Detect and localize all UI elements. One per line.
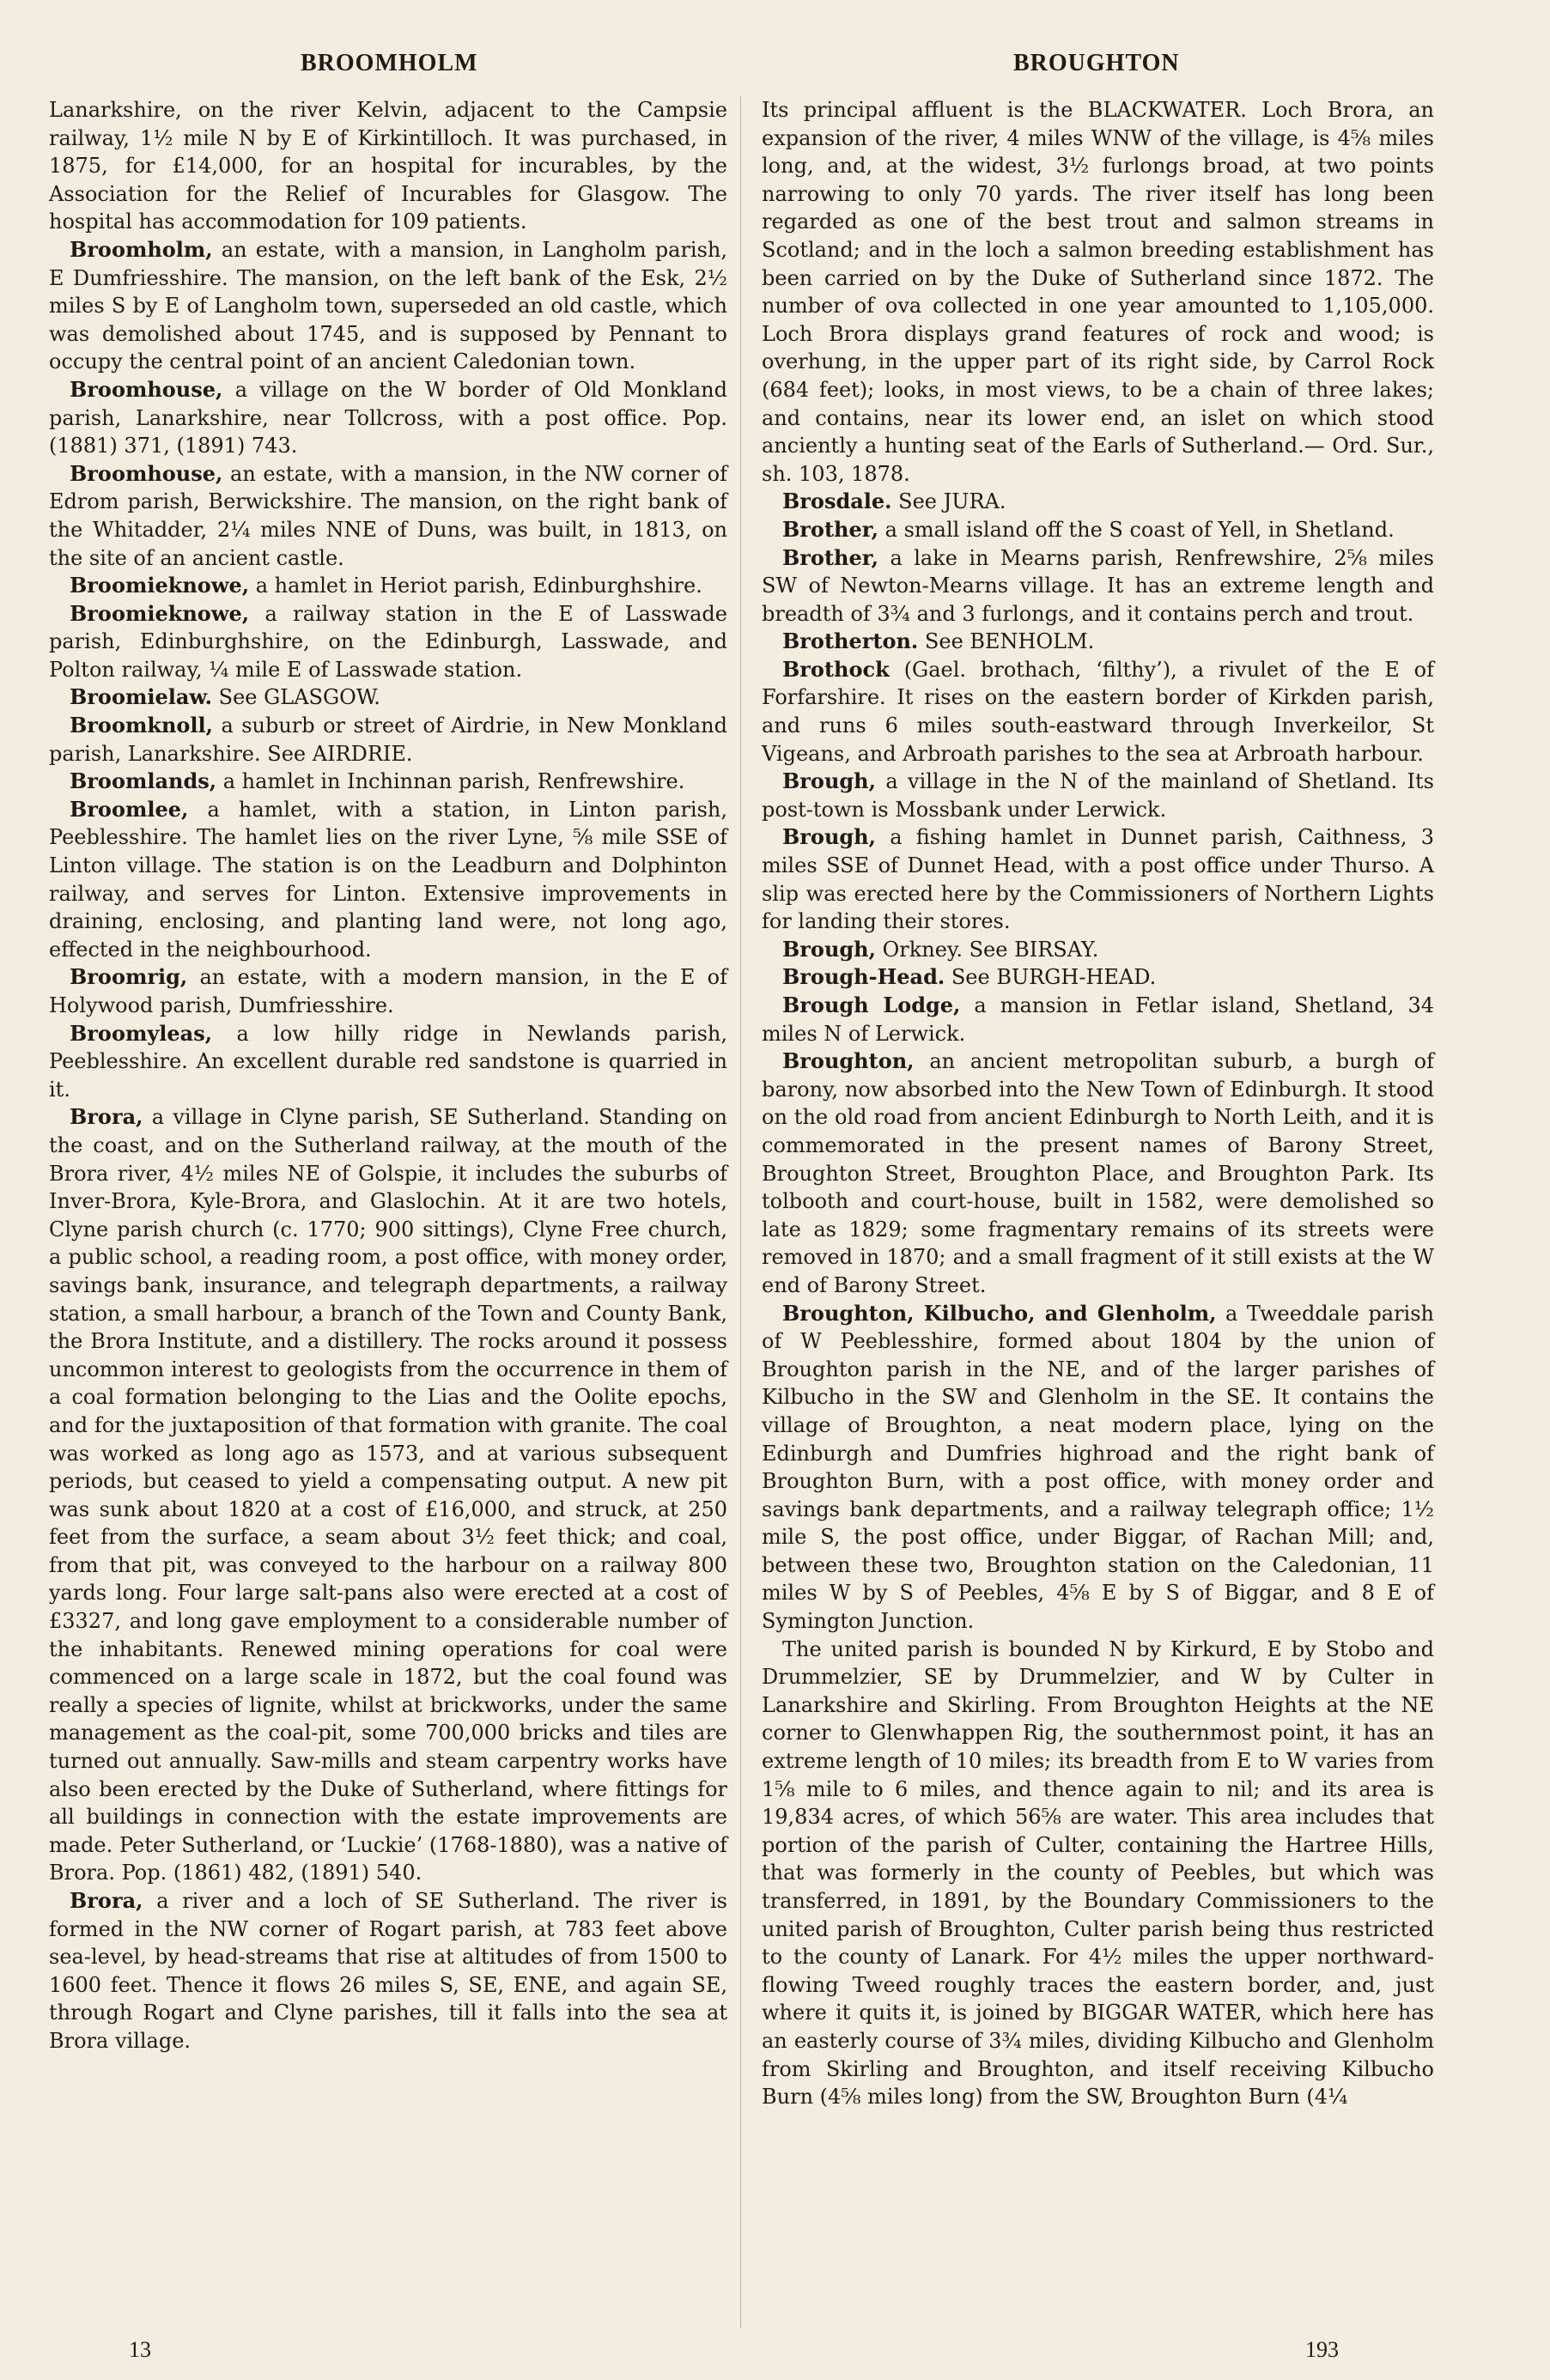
gazetteer-entry (762, 544, 1434, 628)
entry-text: a hamlet in Heriot parish, Edinburghshire. (249, 574, 702, 598)
entry-text: a hamlet, with a station, in Linton parish, Peeblesshire. The hamlet lies on the river Lyne, ⅝ mile SSE of Linton village. The station is on the Leadburn and Dolphinton railway, and serves for Linton. Extensive improvements in draining, enclosing, and planting land were, not long ago, effected in the neighbourhood. (49, 797, 727, 962)
entry-headword: Broomknoll, (70, 713, 214, 738)
entry-text: See JURA. (891, 489, 1006, 514)
entry-text: an ancient metropolitan suburb, a burgh of barony, now absorbed into the New Town of Edinburgh. It stood on the old road from ancient Edinburgh to North Leith, and it is commemorated in the present names of Barony Street, Broughton Street, Broughton Place, and Broughton Park. Its tolbooth and court-house, built in 1582, were demolished so late as 1829; some fragmentary remains of its streets were removed in 1870; and a small fragment of it still exists at the W end of Barony Street. (762, 1049, 1434, 1297)
entry-headword: Brotherton. (782, 628, 919, 654)
entry-text: See BENHOLM. (918, 629, 1095, 654)
entry-headword: Brough, (782, 936, 876, 962)
entry-headword: Broomlee, (70, 796, 189, 822)
gazetteer-entry (762, 488, 1434, 516)
gazetteer-entry (49, 712, 727, 768)
entry-text: an estate, with a mansion, in Langholm parish, E Dumfriesshire. The mansion, on the left bank of the Esk, 2½ miles S by E of Langholm town, superseded an old castle, which was demolished about 1745, and is supposed by Pennant to occupy the central point of an ancient Caledonian town. (49, 237, 727, 374)
gazetteer-entry (49, 1103, 727, 1887)
gazetteer-entry (762, 1047, 1434, 1299)
entry-headword: Broomrig, (70, 964, 188, 990)
entry-headword: Brora, (70, 1888, 143, 1913)
entry-text: The united parish is bounded N by Kirkurd, E by Stobo and Drummelzier, SE by Drummelzier, and W by Culter in Lanarkshire and Skirling. From Broughton Heights at the NE corner to Glenwhappen Rig, the southernmost point, it has an extreme length of 10 miles; its breadth from E to W varies from 1⅝ mile to 6 miles, and thence again to nil; and its area is 19,834 acres, of which 56⅝ are water. This area includes that portion of the parish of Culter, containing the Hartree Hills, that was formerly in the county of Peebles, but which was transferred, in 1891, by the Boundary Commissioners to the united parish of Broughton, Culter parish being thus restricted to the county of Lanark. For 4½ miles the upper northward-flowing Tweed roughly traces the eastern border, and, just where it quits it, is joined by BIGGAR WATER, which here has an easterly course of 3¾ miles, dividing Kilbucho and Glenholm from Skirling and Broughton, and itself receiving Kilbucho Burn (4⅝ miles long) from the SW, Broughton Burn (4¼ (762, 1636, 1434, 2110)
entry-headword: Brough, (782, 824, 876, 850)
entry-text: a suburb or street of Airdrie, in New Monkland parish, Lanarkshire. See AIRDRIE. (49, 713, 727, 766)
entry-headword: Broomhouse, (70, 460, 223, 486)
gazetteer-entry (49, 963, 727, 1019)
gazetteer-entry (49, 96, 727, 236)
gazetteer-entry (762, 823, 1434, 935)
entry-text: a railway station in the E of Lasswade parish, Edinburghshire, on the Edinburgh, Lasswade, and Polton railway, ¼ mile E of Lasswade station. (49, 601, 727, 682)
gazetteer-entry (762, 628, 1434, 656)
right-column (762, 96, 1434, 2111)
entry-headword: Broughton, (782, 1048, 915, 1074)
running-head-left: BROOMHOLM (301, 50, 478, 76)
entry-headword: Broomhouse, (70, 376, 223, 402)
entry-headword: Broomlands, (70, 768, 217, 794)
entry-text: (Gael. brothach, ‘filthy’), a rivulet of the E of Forfarshire. It rises on the eastern border of Kirkden parish, and runs 6 miles south-eastward through Inverkeilor, St Vigeans, and Arbroath parishes to the sea at Arbroath harbour. (762, 657, 1434, 766)
entry-text: Lanarkshire, on the river Kelvin, adjacent to the Campsie railway, 1½ mile N by E of Kirkintilloch. It was purchased, in 1875, for £14,000, for an hospital for incurables, by the Association for the Relief of Incurables for Glasgow. The hospital has accommodation for 109 patients. (49, 98, 727, 234)
gazetteer-entry (762, 516, 1434, 544)
folio-right: 193 (1305, 2337, 1339, 2362)
gazetteer-entry (762, 96, 1434, 488)
gazetteer-entry (49, 768, 727, 796)
entry-text: an estate, with a mansion, in the NW corner of Edrom parish, Berwickshire. The mansion, on the right bank of the Whitadder, 2¼ miles NNE of Duns, was built, in 1813, on the site of an ancient castle. (49, 461, 727, 570)
entry-headword: Brough, (782, 768, 876, 794)
gazetteer-entry (49, 572, 727, 600)
gazetteer-entry (49, 236, 727, 376)
entry-headword: Broomieknowe, (70, 600, 250, 626)
entry-headword: Broomieknowe, (70, 573, 250, 598)
gazetteer-entry (762, 992, 1434, 1047)
running-head-right: BROUGHTON (1013, 50, 1180, 76)
gazetteer-entry (49, 683, 727, 712)
entry-text: a Tweeddale parish of W Peeblesshire, formed about 1804 by the union of Broughton parish in the NE, and of the larger parishes of Kilbucho in the SW and Glenholm in the SE. It contains the village of Broughton, a neat modern place, lying on the Edinburgh and Dumfries highroad and the right bank of Broughton Burn, with a post office, with money order and savings bank departments, and a railway telegraph office; 1½ mile S, the post office, under Biggar, of Rachan Mill; and, between these two, Broughton station on the Caledonian, 11 miles W by S of Peebles, 4⅝ E by S of Biggar, and 8 E of Symington Junction. (762, 1301, 1434, 1634)
entry-headword: Brother, (782, 544, 878, 570)
entry-text: a village on the W border of Old Monkland parish, Lanarkshire, near Tollcross, with a post office. Pop. (1881) 371, (1891) 743. (49, 377, 727, 458)
entry-text: See BURGH-HEAD. (945, 965, 1157, 990)
gazetteer-entry (49, 796, 727, 964)
entry-text: a mansion in Fetlar island, Shetland, 34 miles N of Lerwick. (762, 993, 1434, 1046)
entry-headword: Broomielaw. (70, 684, 212, 710)
gazetteer-entry (49, 460, 727, 572)
gazetteer-entry (49, 1887, 727, 2055)
gazetteer-entry (49, 600, 727, 684)
gazetteer-entry (49, 1020, 727, 1104)
entry-text: Its principal affluent is the BLACKWATER. Loch Brora, an expansion of the river, 4 miles WNW of the village, is 4⅝ miles long, and, at the widest, 3½ furlongs broad, at two points narrowing to only 70 yards. The river itself has long been regarded as one of the best trout and salmon streams in Scotland; and in the loch a salmon breeding establishment has been carried on by the Duke of Sutherland since 1872. The number of ova collected in one year amounted to 1,105,000. Loch Brora displays grand features of rock and wood; is overhung, in the upper part of its right side, by Carrol Rock (684 feet); looks, in most views, to be a chain of three lakes; and contains, near its lower end, an islet on which stood anciently a hunting seat of the Earls of Sutherland.— Ord. Sur., sh. 103, 1878. (762, 98, 1434, 486)
left-column (49, 96, 727, 2055)
gazetteer-entry (762, 1636, 1434, 2111)
entry-text: a small island off the S coast of Yell, in Shetland. (878, 517, 1395, 542)
entry-text: a hamlet in Inchinnan parish, Renfrewshire. (216, 769, 685, 794)
entry-headword: Brough-Head. (782, 964, 945, 990)
entry-text: a river and a loch of SE Sutherland. The river is formed in the NW corner of Rogart parish, at 783 feet above sea-level, by head-streams that rise at altitudes of from 1500 to 1600 feet. Thence it flows 26 miles S, SE, ENE, and again SE, through Rogart and Clyne parishes, till it falls into the sea at Brora village. (49, 1889, 727, 2053)
gazetteer-entry (49, 376, 727, 460)
entry-text: a lake in Mearns parish, Renfrewshire, 2⅝ miles SW of Newton-Mearns village. It has an extreme length and breadth of 3¾ and 3 furlongs, and it contains perch and trout. (762, 545, 1434, 626)
entry-headword: Broomholm, (70, 236, 213, 262)
entry-headword: Brough Lodge, (782, 993, 961, 1017)
gazetteer-entry (762, 1300, 1434, 1636)
entry-headword: Broomyleas, (70, 1020, 213, 1046)
entry-text: Orkney. See BIRSAY. (875, 937, 1099, 962)
entry-text: a fishing hamlet in Dunnet parish, Caithness, 3 miles SSE of Dunnet Head, with a post office under Thurso. A slip was erected here by the Commissioners of Northern Lights for landing their stores. (762, 825, 1434, 934)
column-rule (740, 96, 741, 2328)
entry-headword: Brosdale. (782, 489, 892, 514)
gazetteer-entry (762, 936, 1434, 964)
entry-headword: Brothock (782, 656, 890, 682)
entry-headword: Broughton, Kilbucho, and Glenholm, (782, 1300, 1217, 1326)
gazetteer-entry (762, 963, 1434, 992)
entry-text: an estate, with a modern mansion, in the E of Holywood parish, Dumfriesshire. (49, 965, 727, 1017)
gazetteer-entry (762, 656, 1434, 768)
folio-left: 13 (129, 2337, 151, 2362)
entry-text: a village in the N of the mainland of Shetland. Its post-town is Mossbank under Lerwick. (762, 769, 1434, 822)
entry-text: a low hilly ridge in Newlands parish, Peeblesshire. An excellent durable red sandstone is quarried in it. (49, 1021, 727, 1102)
entry-text: a village in Clyne parish, SE Sutherland. Standing on the coast, and on the Sutherland railway, at the mouth of the Brora river, 4½ miles NE of Golspie, it includes the suburbs of Inver-Brora, Kyle-Brora, and Glaslochin. At it are two hotels, Clyne parish church (c. 1770; 900 sittings), Clyne Free church, a public school, a reading room, a post office, with money order, savings bank, insurance, and telegraph departments, a railway station, a small harbour, a branch of the Town and County Bank, the Brora Institute, and a distillery. The rocks around it possess uncommon interest to geologists from the occurrence in them of a coal formation belonging to the Lias and the Oolite epochs, and for the juxtaposition of that formation with granite. The coal was worked as long ago as 1573, and at various subsequent periods, but ceased to yield a compensating output. A new pit was sunk about 1820 at a cost of £16,000, and struck, at 250 feet from the surface, a seam about 3½ feet thick; and coal, from that pit, was conveyed to the harbour on a railway 800 yards long. Four large salt-pans also were erected at a cost of £3327, and long gave employment to a considerable number of the inhabitants. Renewed mining operations for coal were commenced on a large scale in 1872, but the coal found was really a species of lignite, whilst at brickworks, under the same management as the coal-pit, some 700,000 bricks and tiles are turned out annually. Saw-mills and steam carpentry works have also been erected by the Duke of Sutherland, where fittings for all buildings in connection with the estate improvements are made. Peter Sutherland, or ‘Luckie’ (1768-1880), was a native of Brora. Pop. (1861) 482, (1891) 540. (49, 1105, 727, 1885)
entry-headword: Brother, (782, 516, 878, 542)
entry-headword: Brora, (70, 1104, 143, 1130)
gazetteer-entry (762, 768, 1434, 823)
entry-text: See GLASGOW. (212, 685, 380, 710)
